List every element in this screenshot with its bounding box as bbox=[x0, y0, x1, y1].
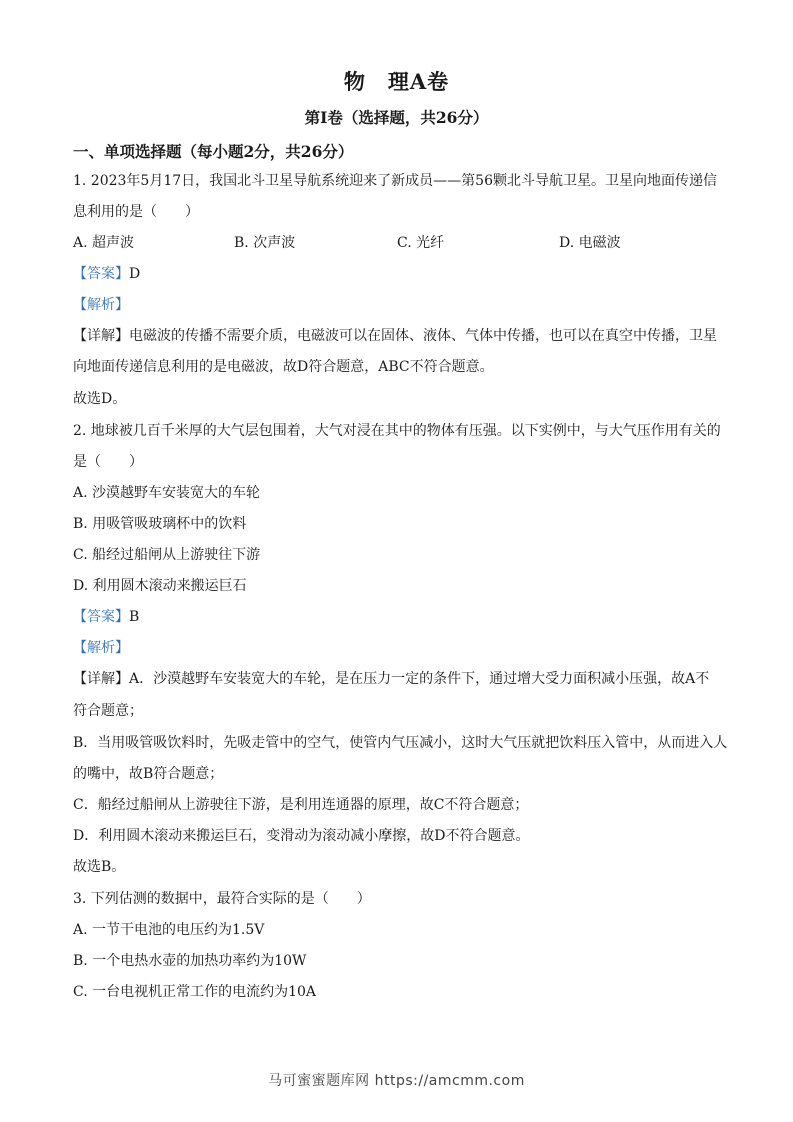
footer-watermark: 马可蜜蜜题库网 https://amcmm.com bbox=[268, 1073, 525, 1089]
q2-option-d: D. 利用圆木滚动来搬运巨石 bbox=[73, 578, 247, 594]
q2-detail-line-1 bbox=[73, 670, 723, 688]
answer-tag: 【答案】 bbox=[73, 609, 129, 625]
q2-option-b: B. 用吸管吸玻璃杯中的饮料 bbox=[73, 516, 247, 532]
q1-stem-line-1: 1. 2023年5月17日，我国北斗卫星导航系统迎来了新成员——第56颗北斗导航卫星。卫星向地面传递信 bbox=[73, 173, 717, 189]
q3-option-a: A. 一节干电池的电压约为1.5V bbox=[73, 922, 265, 938]
q1-option-a: A. 超声波 bbox=[73, 235, 135, 251]
page-title: 物 理A卷 bbox=[343, 69, 450, 94]
q1-detail-text-1: 电磁波的传播不需要介质，电磁波可以在固体、液体、气体中传播，也可以在真空中传播，卫星 bbox=[129, 328, 717, 344]
q2-stem-line-2: 是（ ） bbox=[73, 454, 143, 470]
q2-detail-line-6: D．利用圆木滚动来搬运巨石，变滑动为滚动减小摩擦，故D不符合题意。 bbox=[73, 828, 530, 844]
q1-answer bbox=[73, 265, 723, 283]
answer-tag: 【答案】 bbox=[73, 266, 129, 282]
q2-answer-value: B bbox=[129, 609, 140, 625]
q1-conclusion: 故选D。 bbox=[73, 391, 127, 407]
detail-tag: 【详解】 bbox=[73, 328, 129, 344]
q1-analysis-tag bbox=[73, 296, 723, 314]
q1-answer-value: D bbox=[129, 266, 141, 282]
analysis-tag: 【解析】 bbox=[73, 640, 129, 656]
q2-option-c: C. 船经过船闸从上游驶往下游 bbox=[73, 547, 261, 563]
q3-option-c: C. 一台电视机正常工作的电流约为10A bbox=[73, 984, 317, 1000]
analysis-tag: 【解析】 bbox=[73, 297, 129, 313]
q3-stem: 3. 下列估测的数据中，最符合实际的是（ ） bbox=[73, 891, 371, 907]
detail-tag: 【详解】 bbox=[73, 671, 129, 687]
q2-stem-line-1: 2. 地球被几百千米厚的大气层包围着，大气对浸在其中的物体有压强。以下实例中，与大气压作用有关的 bbox=[73, 423, 721, 439]
q2-analysis-tag bbox=[73, 639, 723, 657]
q2-detail-line-3: B．当用吸管吸饮料时，先吸走管中的空气，使管内气压减小，这时大气压就把饮料压入管中，从而进入人 bbox=[73, 735, 728, 751]
q2-detail-text-1: A．沙漠越野车安装宽大的车轮，是在压力一定的条件下，通过增大受力面积减小压强，故A不 bbox=[129, 671, 710, 687]
q1-option-d: D. 电磁波 bbox=[559, 235, 621, 251]
q2-detail-line-5: C．船经过船闸从上游驶往下游，是利用连通器的原理，故C不符合题意； bbox=[73, 797, 529, 813]
q2-detail-line-4: 的嘴中，故B符合题意； bbox=[73, 766, 224, 782]
section-heading: 一、单项选择题（每小题2分，共26分） bbox=[73, 142, 354, 161]
part-subtitle: 第Ⅰ卷（选择题，共26分） bbox=[304, 108, 489, 127]
q2-detail-line-2: 符合题意； bbox=[73, 703, 143, 719]
q1-detail-line-1 bbox=[73, 327, 723, 345]
q1-detail-line-2: 向地面传递信息利用的是电磁波，故D符合题意，ABC不符合题意。 bbox=[73, 359, 494, 375]
q2-conclusion: 故选B。 bbox=[73, 859, 126, 875]
q2-answer bbox=[73, 608, 723, 626]
q3-option-b: B. 一个电热水壶的加热功率约为10W bbox=[73, 953, 307, 969]
q1-option-c: C. 光纤 bbox=[397, 235, 445, 251]
q2-option-a: A. 沙漠越野车安装宽大的车轮 bbox=[73, 485, 261, 501]
q1-option-b: B. 次声波 bbox=[234, 235, 296, 251]
q1-stem-line-2: 息利用的是（ ） bbox=[73, 204, 199, 220]
